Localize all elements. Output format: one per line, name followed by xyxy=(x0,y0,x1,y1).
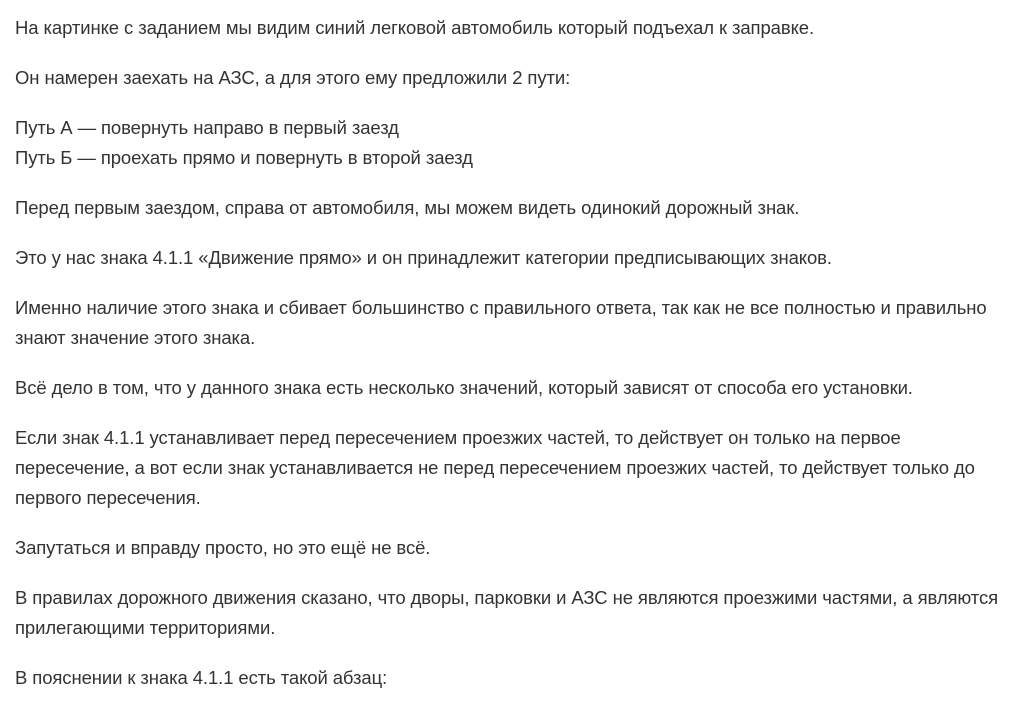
paragraph-sign: Перед первым заездом, справа от автомобиля, мы можем видеть одинокий дорожный знак. xyxy=(15,197,800,218)
paragraph-path-options xyxy=(15,113,1005,173)
article-body xyxy=(15,13,1005,713)
paragraph-meanings: Всё дело в том, что у данного знака есть несколько значений, который зависят от способа его установки. xyxy=(15,377,913,398)
paragraph-not-all: Запутаться и вправду просто, но это ещё не всё. xyxy=(15,537,431,558)
paragraph-confusion: Именно наличие этого знака и сбивает большинство с правильного ответа, так как не все полностью и правильно знают значение этого знака. xyxy=(15,297,987,348)
paragraph-sign-rules: Если знак 4.1.1 устанавливает перед пересечением проезжих частей, то действует он только на первое пересечение, а вот если знак устанавливается не перед пересечением проезжих частей, то действует только до первого пересечения. xyxy=(15,427,975,508)
paragraph-explanation: В пояснении к знака 4.1.1 есть такой абзац: xyxy=(15,667,388,688)
paragraph-sign-name: Это у нас знака 4.1.1 «Движение прямо» и он принадлежит категории предписывающих знаков. xyxy=(15,247,832,268)
path-a-text: Путь А — повернуть направо в первый заезд xyxy=(15,117,399,138)
paragraph-two-paths: Он намерен заехать на АЗС, а для этого ему предложили 2 пути: xyxy=(15,67,571,88)
path-b-text: Путь Б — проехать прямо и повернуть в второй заезд xyxy=(15,147,473,168)
paragraph-territories: В правилах дорожного движения сказано, что дворы, парковки и АЗС не являются проезжими частями, а являются прилегающими территориями. xyxy=(15,587,999,638)
paragraph-intro: На картинке с заданием мы видим синий легковой автомобиль который подъехал к заправке. xyxy=(15,17,815,38)
